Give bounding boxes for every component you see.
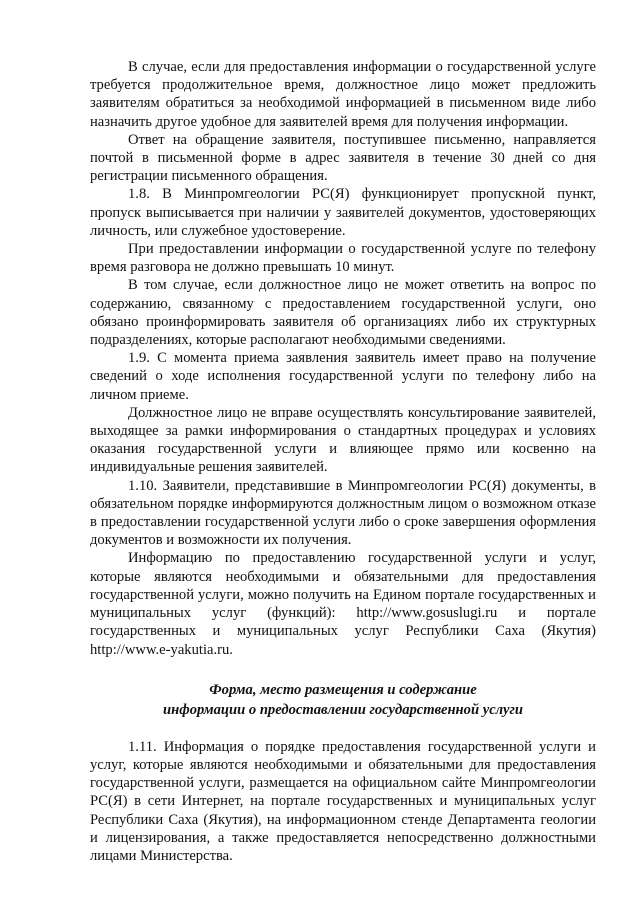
document-page <box>90 58 596 865</box>
paragraph-1-9-status-info: 1.9. С момента приема заявления заявитель имеет право на получение сведений о ходе исполнения государственной услуги по телефону либо на личном приеме. <box>90 350 596 403</box>
paragraph-phone-time-limit: При предоставлении информации о государственной услуге по телефону время разговора не должно превышать 10 минут. <box>90 241 596 276</box>
paragraph-portals-info: Информацию по предоставлению государственной услуги и услуг, которые являются необходимыми и обязательными для предоставления государственной услуги, можно получить на Едином портале государственных и муниципальных услуг (функций): http://www.gosuslugi.ru и портале государственных и муниципальных услуг Республики Саха (Якутия) http://www.e-yakutia.ru. <box>90 550 596 658</box>
paragraph-written-response: Ответ на обращение заявителя, поступившее письменно, направляется почтой в письменной форме в адрес заявителя в течение 30 дней со дня регистрации письменного обращения. <box>90 131 596 185</box>
paragraph-redirect-organizations: В том случае, если должностное лицо не может ответить на вопрос по содержанию, связанному с предоставлением государственной услуги, оно обязано проинформировать заявителя об организациях либо их структурных подразделениях, которые располагают необходимыми сведениями. <box>90 277 596 349</box>
paragraph-1-8-checkpoint: 1.8. В Минпромгеологии РС(Я) функционирует пропускной пункт, пропуск выписывается при наличии у заявителей документов, удостоверяющих личность, или служебное удостоверение. <box>90 186 596 239</box>
section-heading-line-1: Форма, место размещения и содержание <box>209 681 477 698</box>
paragraph-consulting-limits: Должностное лицо не вправе осуществлять консультирование заявителей, выходящее за рамки информирования о стандартных процедурах и условиях оказания государственной услуги и влияющее прямо или косвенно на индивидуальные решения заявителей. <box>90 404 596 476</box>
paragraph-1-11-placement: 1.11. Информация о порядке предоставления государственной услуги и услуг, которые являются необходимыми и обязательными для предоставления государственной услуги, размещается на официальном сайте Минпромгеологии РС(Я) в сети Интернет, на портале государственных и муниципальных услуг Республики Саха (Якутия), на информационном стенде Департамента геологии и лицензирования, а также предоставляется непосредственно должностными лицами Министерства. <box>90 738 596 864</box>
section-heading <box>90 680 596 720</box>
section-heading-line-2: информации о предоставлении государственной услуги <box>163 701 523 718</box>
paragraph-1-10-refusal-info: 1.10. Заявители, представившие в Минпромгеологии РС(Я) документы, в обязательном порядке информируются должностным лицом о возможном отказе в предоставлении государственной услуги либо о сроке завершения оформления документов и возможности их получения. <box>90 477 596 549</box>
paragraph-additional-time: В случае, если для предоставления информации о государственной услуге требуется продолжительное время, должностное лицо может предложить заявителям обратиться за необходимой информацией в письменном виде либо назначить другое удобное для заявителей время для получения информации. <box>90 59 596 130</box>
